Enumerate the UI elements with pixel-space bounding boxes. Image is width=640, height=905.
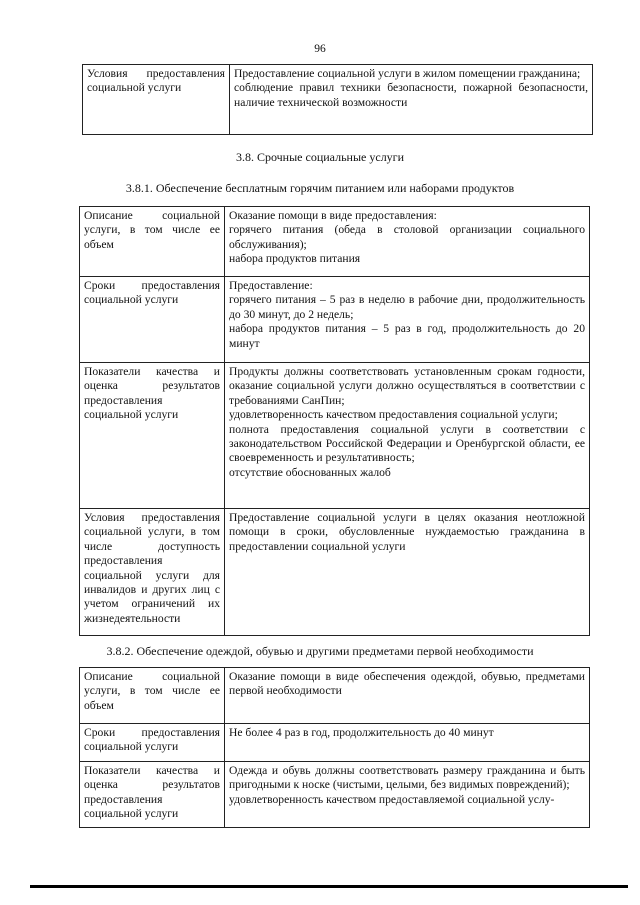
value-line: Предоставление: [229, 279, 313, 292]
value-line: Предоставление социальной услуги в жилом помещении гражданина; [234, 67, 581, 80]
table-row [80, 668, 590, 724]
value-line: Оказание помощи в виде обеспечения одеждой, обувью, предметами первой необходимости [229, 670, 585, 698]
row-label: Показатели качества и оценка результатов предоставления социальной услуги [80, 363, 225, 509]
value-line: отсутствие обоснованных жалоб [229, 465, 391, 479]
table-row [80, 762, 590, 828]
value-line: Не более 4 раз в год, продолжительность до 40 минут [229, 726, 494, 739]
table-row [83, 65, 593, 135]
table-row [80, 509, 590, 636]
table-continuation [82, 64, 593, 135]
row-value [230, 65, 593, 135]
row-label: Условия предоставления социальной услуги [83, 65, 230, 135]
table-clothing [79, 667, 590, 828]
row-value [225, 277, 590, 363]
value-line: горячего питания – 5 раз в неделю в рабочие дни, продолжительность до 30 минут, до 2 недель; [229, 293, 585, 321]
value-line: удовлетворенность качеством предоставляемой социальной услу- [229, 792, 555, 806]
value-line: Предоставление социальной услуги в целях оказания неотложной помощи в сроки, обусловленные нуждаемостью гражданина в предоставлении социальной услуги [229, 511, 585, 553]
value-line: полнота предоставления социальной услуги в соответствии с законодательством Российской Федерации и Оренбургской области, ее своевременность и результативность; [229, 422, 585, 465]
row-label: Сроки предоставления социальной услуги [80, 724, 225, 762]
row-value [225, 724, 590, 762]
row-label: Описание социальной услуги, в том числе ее объем [80, 668, 225, 724]
row-value [225, 509, 590, 636]
value-line: набора продуктов питания [229, 252, 361, 266]
row-value [225, 668, 590, 724]
value-line: Одежда и обувь должны соответствовать размеру гражданина и быть пригодными к носке (чистыми, целыми, без видимых повреждений); [229, 764, 585, 792]
table-row [80, 363, 590, 509]
subsection-title: 3.8.2. Обеспечение одеждой, обувью и другими предметами первой необходимости [106, 644, 534, 658]
value-line: Продукты должны соответствовать установленным срокам годности, оказание социальной услуги должно осуществляться в соответствии с требованиями СанПин; [229, 365, 585, 407]
page-number: 96 [314, 43, 326, 55]
table-row [80, 277, 590, 363]
value-line: горячего питания (обеда в столовой организации социального обслуживания); [229, 223, 585, 251]
section-title: 3.8. Срочные социальные услуги [235, 150, 405, 164]
row-value [225, 363, 590, 509]
value-line: набора продуктов питания – 5 раз в год, продолжительность до 20 минут [229, 322, 585, 350]
row-label: Показатели качества и оценка результатов предоставления социальной услуги [80, 762, 225, 828]
table-row [80, 724, 590, 762]
table-row [80, 207, 590, 277]
value-line: Оказание помощи в виде предоставления: [229, 209, 437, 222]
row-value [225, 762, 590, 828]
row-label: Описание социальной услуги, в том числе ее объем [80, 207, 225, 277]
subsection-title: 3.8.1. Обеспечение бесплатным горячим питанием или наборами продуктов [125, 181, 515, 195]
value-line: соблюдение правил техники безопасности, пожарной безопасности, наличие технической возможности [234, 81, 588, 109]
row-label: Условия предоставления социальной услуги, в том числе доступность предоставления социальной услуги для инвалидов и других лиц с учетом ограничений их жизнедеятельности [80, 509, 225, 636]
bottom-rule [30, 885, 628, 888]
row-value [225, 207, 590, 277]
row-label: Сроки предоставления социальной услуги [80, 277, 225, 363]
table-hot-meals [79, 206, 590, 636]
value-line: удовлетворенность качеством предоставления социальной услуги; [229, 408, 558, 422]
